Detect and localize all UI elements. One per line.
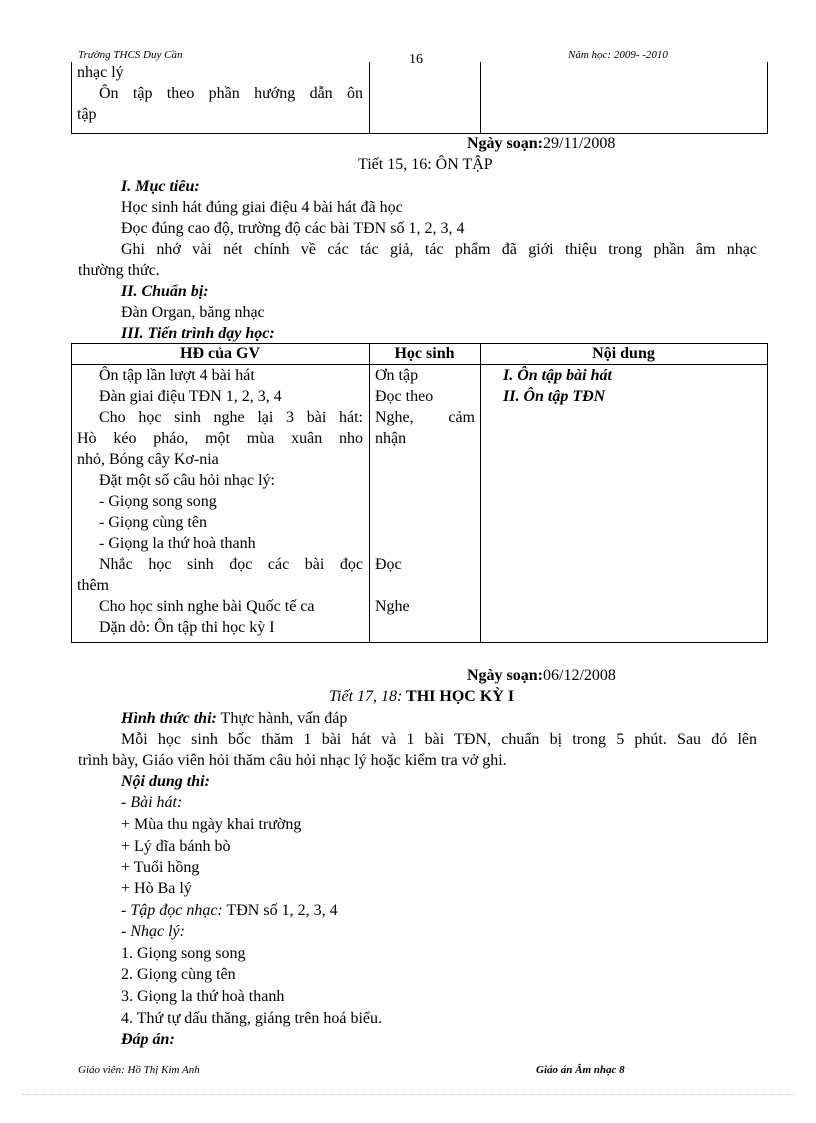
top-table-border-left (71, 62, 72, 134)
student-line: Đọc (375, 556, 402, 573)
table-header-teacher: HĐ của GV (180, 345, 260, 362)
teacher-line: Hò kéo pháo, một mùa xuân nho (77, 430, 363, 447)
theory-item: 3. Giọng la thứ hoà thanh (121, 988, 285, 1005)
objective-item: Ghi nhớ vài nét chính về các tác giả, tác phẩm đã giới thiệu trong phần âm nhạc (121, 241, 757, 258)
teacher-line: thêm (77, 577, 109, 594)
theory-item: 1. Giọng song song (121, 945, 246, 962)
answer-heading: Đáp án: (121, 1031, 175, 1048)
prep-heading: II. Chuẩn bị: (121, 283, 209, 300)
process-heading: III. Tiến trình dạy học: (121, 325, 275, 342)
songs-label: - Bài hát: (121, 794, 183, 811)
lesson2-title (329, 686, 514, 707)
prep-text: Đàn Organ, băng nhạc (121, 304, 265, 321)
reading-line (121, 900, 338, 921)
footer-subject: Giáo án Âm nhạc 8 (536, 1064, 625, 1076)
objectives-heading: I. Mục tiêu: (121, 178, 200, 195)
top-table-border-1 (369, 62, 370, 134)
teacher-line: Ôn tập lần lượt 4 bài hát (99, 367, 255, 384)
top-table-line: nhạc lý (77, 64, 124, 81)
lesson-table-border-1 (369, 343, 370, 643)
page-bottom-divider (22, 1094, 794, 1095)
objective-item: Đọc đúng cao độ, trường độ các bài TĐN số 1, 2, 3, 4 (121, 220, 465, 237)
header-school-year: Năm học: 2009- -2010 (568, 49, 668, 61)
top-table-line: tập (77, 106, 97, 123)
teacher-column (77, 365, 363, 638)
student-line: nhận (375, 430, 407, 447)
teacher-line: - Giọng la thứ hoà thanh (99, 535, 256, 552)
lesson-table-border-2 (480, 343, 481, 643)
top-table-border-2 (480, 62, 481, 134)
lesson-table-border-left (71, 343, 72, 643)
lesson2-title-prefix: Tiết 17, 18: (329, 688, 403, 705)
teacher-line: nhỏ, Bóng cây Kơ-nia (77, 451, 219, 468)
header-school: Trường THCS Duy Cần (78, 49, 183, 61)
content-line: I. Ôn tập bài hát (503, 367, 612, 384)
theory-label: - Nhạc lý: (121, 923, 185, 940)
theory-item: 4. Thứ tự dấu thăng, giáng trên hoá biểu. (121, 1010, 382, 1027)
lesson-table-border-bottom (71, 642, 768, 643)
lesson2-title-main: THI HỌC KỲ I (402, 688, 515, 705)
teacher-line: Đàn giai điệu TĐN 1, 2, 3, 4 (99, 388, 282, 405)
reading-value: TĐN số 1, 2, 3, 4 (222, 902, 338, 919)
song-item: + Mùa thu ngày khai trường (121, 816, 302, 833)
teacher-line: Nhắc học sinh đọc các bài đọc (99, 556, 363, 573)
student-line: Nghe, cảm (375, 409, 475, 426)
teacher-line: - Giọng song song (99, 493, 217, 510)
reading-label: - Tập đọc nhạc: (121, 902, 223, 919)
objective-item: Học sinh hát đúng giai điệu 4 bài hát đã học (121, 199, 403, 216)
top-table-border-bottom (71, 133, 768, 134)
exam-content-heading: Nội dung thi: (121, 773, 210, 790)
lesson-table-border-right (767, 343, 768, 643)
exam-paragraph-line1: Mỗi học sinh bốc thăm 1 bài hát và 1 bài TĐN, chuẩn bị trong 5 phút. Sau đó lên (121, 731, 757, 748)
teacher-line: - Giọng cùng tên (99, 514, 207, 531)
lesson1-title: Tiết 15, 16: ÔN TẬP (358, 156, 493, 173)
footer-teacher: Giáo viên: Hồ Thị Kim Anh (78, 1064, 200, 1076)
top-table-line: Ôn tập theo phần hướng dẫn ôn (99, 85, 363, 102)
song-item: + Lý dĩa bánh bò (121, 838, 231, 855)
exam-paragraph-line2: trình bày, Giáo viên hỏi thăm câu hỏi nhạc lý hoặc kiểm tra vở ghi. (78, 752, 507, 769)
teacher-line: Dặn dò: Ôn tập thi học kỳ I (99, 619, 275, 636)
table-header-student: Học sinh (394, 345, 455, 362)
lesson1-date-line (467, 133, 615, 154)
lesson2-date-line (467, 665, 616, 686)
student-line: Nghe (375, 598, 410, 615)
student-line: Đọc theo (375, 388, 434, 405)
lesson2-date-label: Ngày soạn: (467, 667, 544, 684)
content-line: II. Ôn tập TĐN (503, 388, 606, 405)
objective-item: thường thức. (78, 262, 160, 279)
top-table-col1 (77, 62, 363, 125)
theory-item: 2. Giọng cùng tên (121, 966, 236, 983)
teacher-line: Cho học sinh nghe bài Quốc tế ca (99, 598, 315, 615)
page-number: 16 (409, 52, 423, 67)
exam-form-value: Thực hành, vấn đáp (216, 710, 348, 727)
content-column (503, 365, 763, 407)
exam-form-line (121, 708, 347, 729)
song-item: + Hò Ba lý (121, 880, 192, 897)
teacher-line: Cho học sinh nghe lại 3 bài hát: (99, 409, 363, 426)
table-header-content: Nội dung (592, 345, 655, 362)
song-item: + Tuổi hồng (121, 859, 200, 876)
teacher-line: Đặt một số câu hỏi nhạc lý: (99, 472, 275, 489)
exam-form-label: Hình thức thi: (121, 710, 217, 727)
top-table-border-right (767, 62, 768, 134)
student-line: Ơn tập (375, 367, 419, 384)
lesson2-date: 06/12/2008 (543, 667, 616, 684)
lesson1-date: 29/11/2008 (543, 135, 616, 152)
lesson1-date-label: Ngày soạn: (467, 135, 544, 152)
